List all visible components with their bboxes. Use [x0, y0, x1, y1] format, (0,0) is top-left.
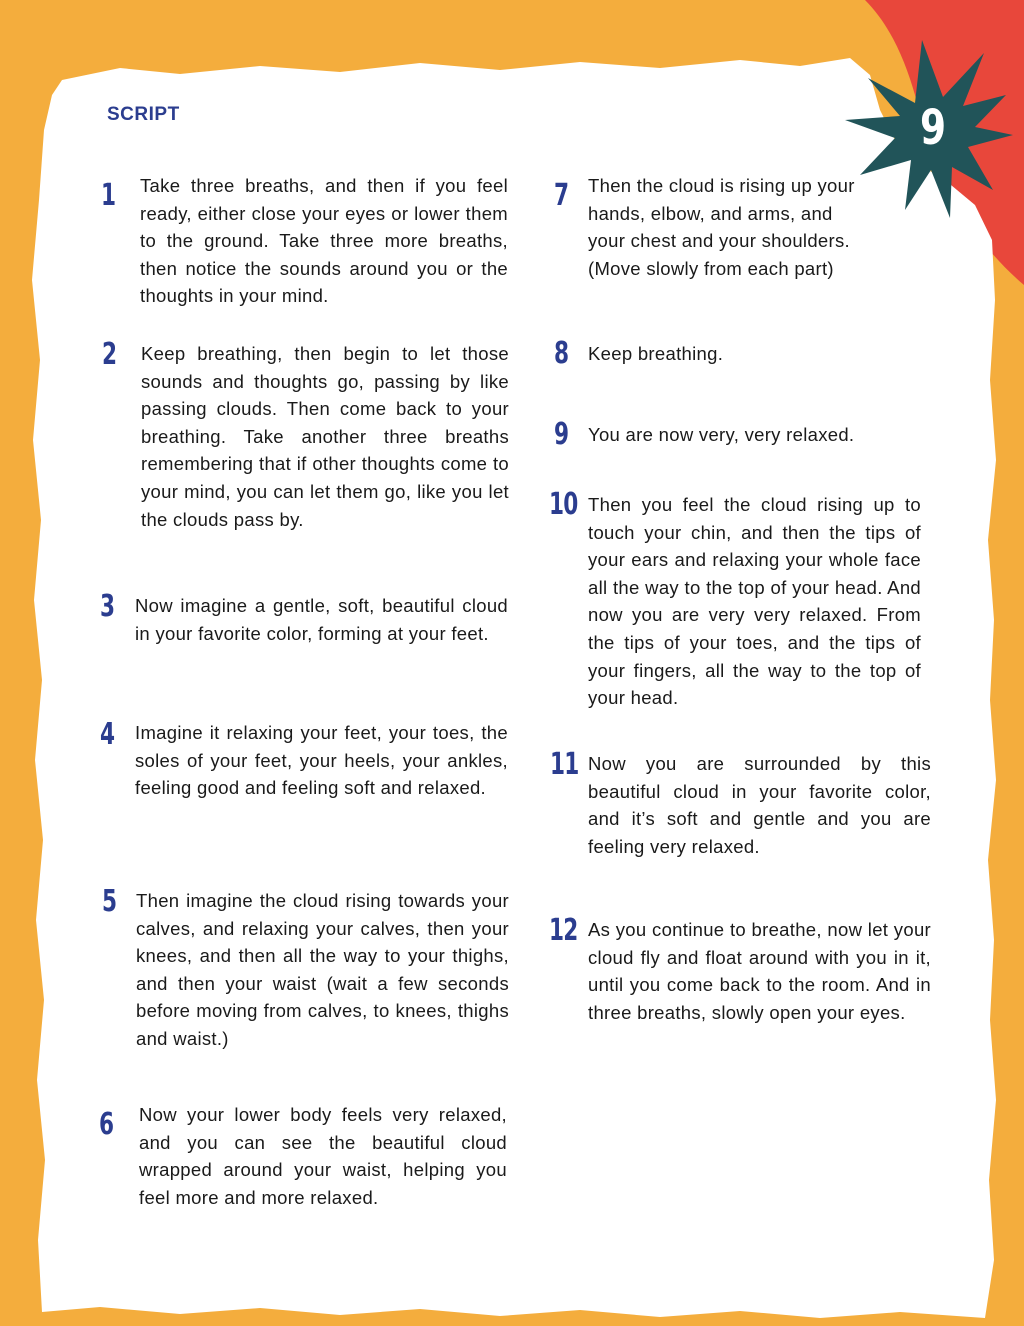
step-text: Now your lower body feels very relaxed, and you can see the beautiful cloud wrapped around your waist, helping you feel more and more relaxed.	[139, 1104, 507, 1208]
step-number: 6	[99, 1107, 114, 1142]
step-text: Now imagine a gentle, soft, beautiful cloud in your favorite color, forming at your feet.	[135, 595, 508, 644]
step-number: 4	[100, 717, 115, 752]
step-number: 7	[554, 178, 569, 213]
step-text: Then you feel the cloud rising up to touch your chin, and then the tips of your ears and relaxing your whole face all the way to the top of your head. And now you are very very relaxed. From the tips of your toes, and the tips of your fingers, all the way to the top of your head.	[588, 494, 921, 709]
step-text: Then imagine the cloud rising towards your calves, and relaxing your calves, then your knees, and then all the way to your thighs, and then your waist (wait a few seconds before moving from calves, to knees, thighs and waist.)	[136, 890, 509, 1049]
step-text: Imagine it relaxing your feet, your toes, the soles of your feet, your heels, your ankles, feeling good and feeling soft and relaxed.	[135, 722, 508, 799]
step-text: As you continue to breathe, now let your cloud fly and float around with you in it, until you come back to the room. And in three breaths, slowly open your eyes.	[588, 919, 931, 1023]
step-text: Take three breaths, and then if you feel ready, either close your eyes or lower them to the ground. Take three more breaths, then notice the sounds around you or the thoughts in your mind.	[140, 175, 508, 307]
section-heading: SCRIPT	[107, 104, 180, 125]
step-text: Then the cloud is rising up your hands, elbow, and arms, and your chest and your shoulders. (Move slowly from each part)	[588, 175, 855, 279]
step-number: 1	[101, 178, 116, 213]
step-number: 2	[102, 337, 117, 372]
step-text: Keep breathing, then begin to let those sounds and thoughts go, passing by like passing clouds. Then come back to your breathing. Take another three breaths remembering that if other thoughts come to your mind, you can let them go, like you let the clouds pass by.	[141, 343, 509, 530]
step-number: 12	[549, 913, 578, 948]
step-number: 3	[100, 589, 115, 624]
step-text: Now you are surrounded by this beautiful cloud in your favorite color, and it’s soft and gentle and you are feeling very relaxed.	[588, 753, 931, 857]
step-number: 11	[550, 747, 579, 782]
step-number: 10	[549, 487, 578, 522]
step-text: Keep breathing.	[588, 343, 724, 364]
step-text: You are now very, very relaxed.	[588, 424, 855, 445]
step-number: 5	[102, 884, 117, 919]
step-number: 8	[554, 336, 569, 371]
step-number: 9	[554, 417, 569, 452]
page-number-badge: 9	[919, 100, 947, 156]
